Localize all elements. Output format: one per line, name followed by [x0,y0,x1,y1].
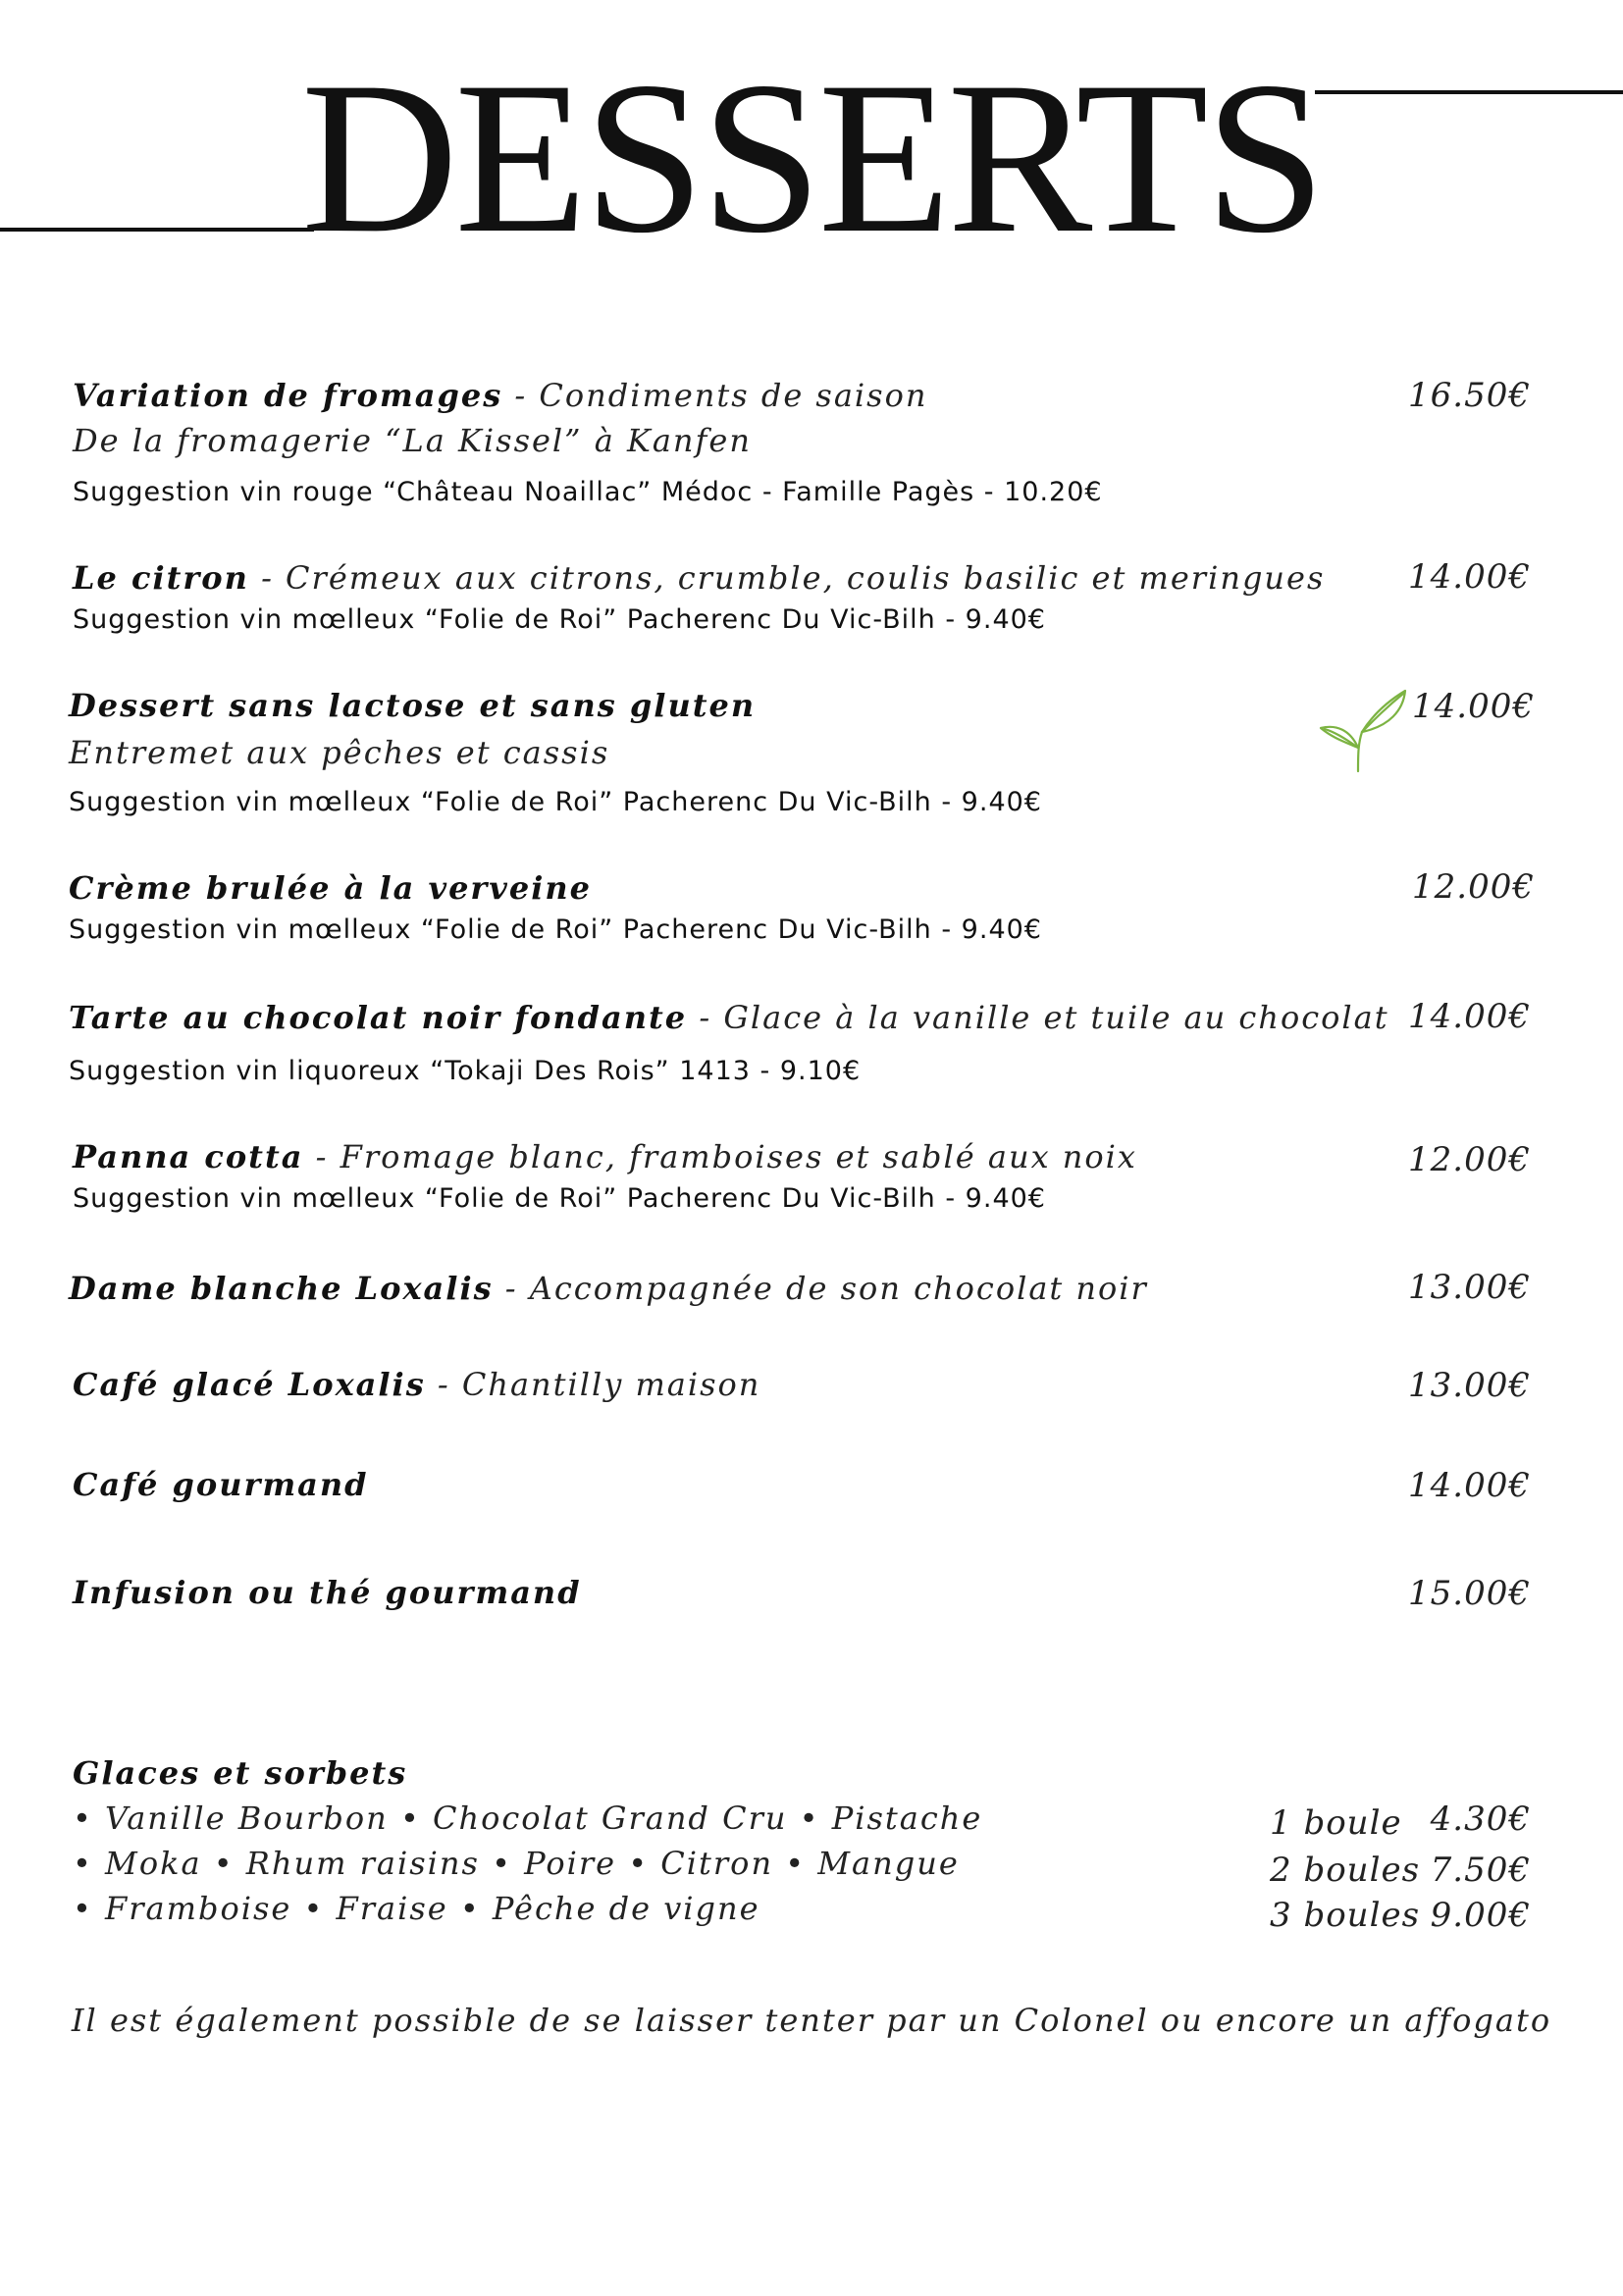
menu-item-description: Accompagnée de son chocolat noir [529,1270,1148,1307]
menu-item-separator: - [303,1138,340,1175]
menu-item-description: Chantilly maison [461,1366,761,1403]
wine-suggestion: Suggestion vin mœlleux “Folie de Roi” Pacherenc Du Vic-Bilh - 9.40€ [69,787,1042,817]
menu-item-line [73,559,1325,597]
menu-item-price: 12.00€ [1408,1140,1531,1179]
menu-item-separator: - [248,559,287,597]
menu-item-name: Panna cotta [73,1138,304,1175]
scoop-price: 7.50€ [1430,1851,1531,1890]
leaf-icon [1315,687,1409,775]
menu-item-name: Le citron [73,559,249,597]
scoop-size-label: 2 boules [1270,1851,1421,1890]
menu-item-line [73,377,927,414]
menu-item-subline: Entremet aux pêches et cassis [69,734,610,771]
wine-suggestion: Suggestion vin rouge “Château Noaillac” Médoc - Famille Pagès - 10.20€ [73,477,1103,507]
menu-item-price: 13.00€ [1408,1366,1531,1405]
wine-suggestion: Suggestion vin liquoreux “Tokaji Des Rois” 1413 - 9.10€ [69,1056,862,1086]
scoop-size-label: 1 boule [1270,1803,1402,1843]
menu-item-description: Glace à la vanille et tuile au chocolat [723,999,1389,1036]
menu-item-price: 15.00€ [1408,1574,1531,1613]
menu-item-separator: - [687,999,724,1036]
menu-item-name: Tarte au chocolat noir fondante [69,999,688,1036]
menu-item-line [73,1138,1137,1175]
wine-suggestion: Suggestion vin mœlleux “Folie de Roi” Pacherenc Du Vic-Bilh - 9.40€ [73,1183,1046,1214]
menu-item-name: Variation de fromages [73,377,503,414]
ice-cream-heading [73,1754,407,1792]
menu-item-price: 16.50€ [1408,376,1531,415]
menu-item-separator: - [425,1366,462,1403]
menu-item-line [69,687,756,724]
flavor-list-line: • Framboise • Fraise • Pêche de vigne [73,1890,760,1927]
scoop-price: 4.30€ [1430,1800,1531,1839]
page-title: DESSERTS [300,37,1323,279]
menu-item-name: Dame blanche Loxalis [69,1270,494,1307]
menu-item-description: Condiments de saison [539,377,928,414]
menu-item-price: 14.00€ [1408,997,1531,1036]
menu-item-price: 13.00€ [1408,1268,1531,1307]
flavor-list-line: • Vanille Bourbon • Chocolat Grand Cru • Pistache [73,1800,983,1837]
menu-item-name: Dessert sans lactose et sans gluten [69,687,757,724]
menu-item-separator: - [493,1270,530,1307]
menu-item-line [69,869,592,907]
menu-item-line [73,1366,760,1403]
menu-item-price: 14.00€ [1408,1466,1531,1505]
menu-item-line [73,1574,582,1611]
menu-item-price: 14.00€ [1408,557,1531,597]
ice-cream-heading-text: Glaces et sorbets [73,1754,408,1792]
scoop-size-label: 3 boules [1270,1896,1421,1935]
footer-note: Il est également possible de se laisser tenter par un Colonel ou encore un affogato [71,2002,1552,2039]
flavor-list-line: • Moka • Rhum raisins • Poire • Citron • Mangue [73,1845,960,1882]
menu-item-line [73,1466,369,1503]
menu-item-price: 14.00€ [1412,687,1535,726]
menu-item-description: Fromage blanc, framboises et sablé aux noix [340,1138,1137,1175]
menu-item-line [69,1270,1148,1307]
menu-item-name: Infusion ou thé gourmand [73,1574,582,1611]
menu-item-separator: - [502,377,540,414]
menu-item-description: Crémeux aux citrons, crumble, coulis basilic et meringues [286,559,1326,597]
menu-item-price: 12.00€ [1412,867,1535,907]
menu-item-subline: De la fromagerie “La Kissel” à Kanfen [73,422,752,459]
menu-item-line [69,999,1389,1036]
wine-suggestion: Suggestion vin mœlleux “Folie de Roi” Pacherenc Du Vic-Bilh - 9.40€ [69,914,1042,945]
menu-item-name: Café gourmand [73,1466,369,1503]
menu-item-name: Café glacé Loxalis [73,1366,426,1403]
menu-item-name: Crème brulée à la verveine [69,869,593,907]
wine-suggestion: Suggestion vin mœlleux “Folie de Roi” Pacherenc Du Vic-Bilh - 9.40€ [73,604,1046,635]
scoop-price: 9.00€ [1430,1896,1531,1935]
